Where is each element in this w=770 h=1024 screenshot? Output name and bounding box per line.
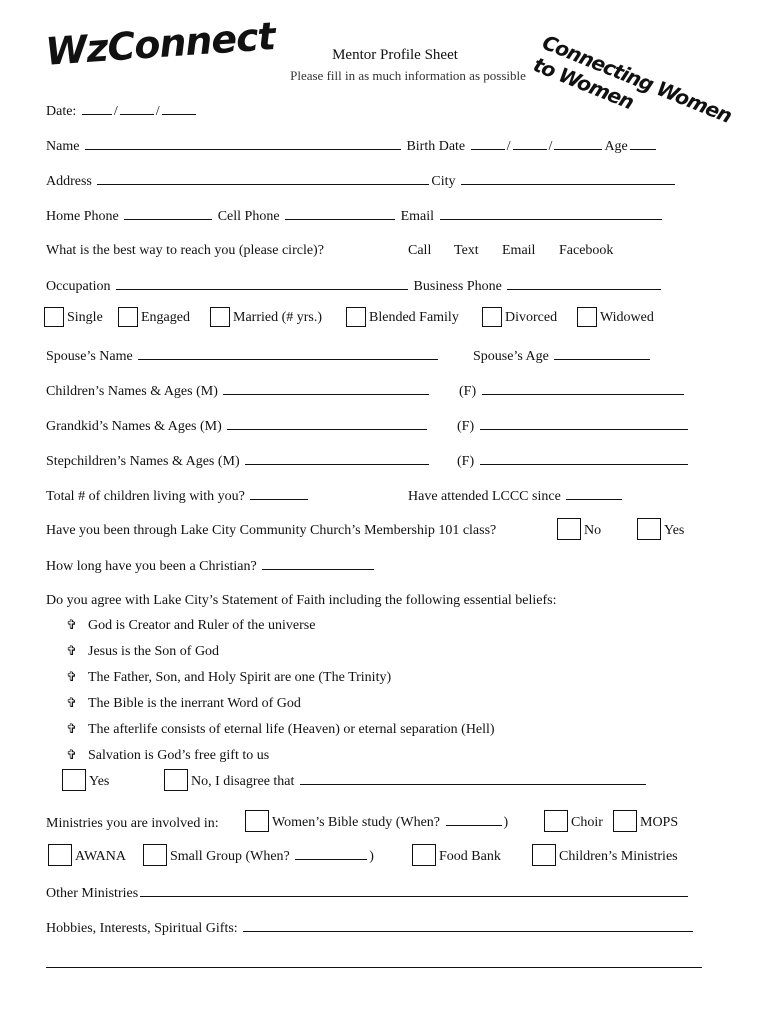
reach-option-facebook[interactable]: Facebook: [559, 243, 614, 258]
belief-item: [66, 669, 391, 687]
date-label: Date:: [46, 104, 77, 119]
address-row: [46, 172, 677, 191]
disagree-field[interactable]: [300, 772, 646, 785]
occupation-label: Occupation: [46, 279, 111, 294]
belief-item: [66, 721, 495, 739]
grandkids-male-field[interactable]: [227, 417, 427, 430]
home-phone-field[interactable]: [124, 207, 212, 220]
email-label: Email: [400, 209, 434, 224]
children-female-field[interactable]: [482, 382, 684, 395]
other-ministries-label: Other Ministries: [46, 886, 139, 901]
womens-bible-when-field[interactable]: [446, 813, 502, 826]
ministries-label: Ministries you are involved in:: [46, 816, 219, 831]
disagree-label: No, I disagree that: [191, 774, 295, 789]
marital-engaged[interactable]: [118, 307, 190, 327]
page-title: Mentor Profile Sheet: [332, 47, 458, 63]
birth-day-field[interactable]: [513, 137, 547, 150]
attended-label: Have attended LCCC since: [408, 489, 561, 504]
spouse-age-group: [473, 347, 652, 366]
mops-label: MOPS: [640, 815, 679, 830]
small-group-checkbox[interactable]: [143, 844, 167, 866]
agree-yes[interactable]: [62, 769, 109, 791]
ministry-food-bank[interactable]: [412, 844, 501, 866]
single-checkbox[interactable]: [44, 307, 64, 327]
birth-year-field[interactable]: [554, 137, 602, 150]
hobbies-label: Hobbies, Interests, Spiritual Gifts:: [46, 921, 238, 936]
cell-phone-label: Cell Phone: [217, 209, 280, 224]
wzconnect-logo: WzConnect: [44, 13, 277, 74]
womens-bible-label: Women’s Bible study (When?: [272, 815, 441, 830]
occupation-row: [46, 277, 663, 296]
children-female-label: (F): [459, 384, 477, 399]
disagree-group: [164, 769, 648, 791]
choir-label: Choir: [571, 815, 603, 830]
married-label: Married (# yrs.): [233, 310, 323, 325]
address-label: Address: [46, 174, 92, 189]
womens-bible-checkbox[interactable]: [245, 810, 269, 832]
reach-option-call[interactable]: Call: [408, 243, 432, 258]
choir-checkbox[interactable]: [544, 810, 568, 832]
divorced-label: Divorced: [505, 310, 558, 325]
hobbies-row: [46, 919, 695, 938]
food-bank-label: Food Bank: [439, 849, 501, 864]
statement-question: Do you agree with Lake City’s Statement of Faith including the following essential beliefs:: [46, 593, 557, 608]
belief-text: Salvation is God’s free gift to us: [88, 748, 270, 763]
agree-yes-label: Yes: [89, 774, 110, 789]
belief-text: Jesus is the Son of God: [88, 644, 220, 659]
membership-yes-label: Yes: [664, 523, 685, 538]
stepchildren-label: Stepchildren’s Names & Ages (M): [46, 454, 240, 469]
reach-question: What is the best way to reach you (please circle)?: [46, 243, 324, 258]
christian-field[interactable]: [262, 557, 374, 570]
total-children-field[interactable]: [250, 487, 308, 500]
attended-field[interactable]: [566, 487, 622, 500]
disagree-checkbox[interactable]: [164, 769, 188, 791]
date-year-field[interactable]: [162, 102, 196, 115]
belief-item: [66, 695, 301, 713]
membership-yes-checkbox[interactable]: [637, 518, 661, 540]
agree-yes-checkbox[interactable]: [62, 769, 86, 791]
age-label: Age: [604, 139, 628, 154]
email-field[interactable]: [440, 207, 662, 220]
name-field[interactable]: [85, 137, 401, 150]
cross-outline-icon: ✞: [66, 618, 77, 633]
widowed-checkbox[interactable]: [577, 307, 597, 327]
children-male-field[interactable]: [223, 382, 429, 395]
home-phone-label: Home Phone: [46, 209, 119, 224]
belief-text: The afterlife consists of eternal life (Heaven) or eternal separation (Hell): [88, 722, 495, 737]
business-phone-field[interactable]: [507, 277, 661, 290]
reach-option-text[interactable]: Text: [454, 243, 479, 258]
childrens-ministries-checkbox[interactable]: [532, 844, 556, 866]
small-group-when-field[interactable]: [295, 847, 367, 860]
spouse-age-label: Spouse’s Age: [473, 349, 549, 364]
grandkids-female-field[interactable]: [480, 417, 688, 430]
marital-blended[interactable]: [346, 307, 459, 327]
occupation-field[interactable]: [116, 277, 408, 290]
awana-label: AWANA: [75, 849, 126, 864]
membership-no-checkbox[interactable]: [557, 518, 581, 540]
spouse-name-label: Spouse’s Name: [46, 349, 133, 364]
grandkids-label: Grandkid’s Names & Ages (M): [46, 419, 222, 434]
ministry-mops[interactable]: [613, 810, 678, 832]
close-paren: ): [369, 849, 374, 864]
name-row: Name Birth Date / / Age: [46, 137, 658, 156]
cross-outline-icon: ✞: [66, 644, 77, 659]
children-row: [46, 382, 431, 401]
membership-no[interactable]: [557, 518, 601, 540]
belief-item: [66, 643, 219, 661]
tagline-logo: Connecting Women to Women: [530, 30, 735, 128]
spouse-age-field[interactable]: [554, 347, 650, 360]
children-label: Children’s Names & Ages (M): [46, 384, 218, 399]
blended-family-label: Blended Family: [369, 310, 459, 325]
other-ministries-row: [46, 884, 690, 903]
cross-outline-icon: ✞: [66, 670, 77, 685]
food-bank-checkbox[interactable]: [412, 844, 436, 866]
blended-family-checkbox[interactable]: [346, 307, 366, 327]
business-phone-label: Business Phone: [413, 279, 502, 294]
mops-checkbox[interactable]: [613, 810, 637, 832]
name-label: Name: [46, 139, 80, 154]
close-paren: ): [503, 815, 509, 830]
belief-item: [66, 617, 315, 635]
belief-text: God is Creator and Ruler of the universe: [88, 618, 316, 633]
belief-text: The Bible is the inerrant Word of God: [88, 696, 301, 711]
date-row: Date: / /: [46, 102, 198, 121]
birth-date-label: Birth Date: [406, 139, 466, 154]
stepchildren-male-field[interactable]: [245, 452, 429, 465]
hobbies-field[interactable]: [243, 919, 693, 932]
date-day-field[interactable]: [120, 102, 154, 115]
cross-outline-icon: ✞: [66, 722, 77, 737]
divorced-checkbox[interactable]: [482, 307, 502, 327]
address-field[interactable]: [97, 172, 429, 185]
page-subtitle: Please fill in as much information as possible: [290, 68, 526, 83]
extra-line-field[interactable]: [46, 967, 702, 968]
total-children-row: [46, 487, 310, 506]
city-field[interactable]: [461, 172, 675, 185]
birth-month-field[interactable]: [471, 137, 505, 150]
stepchildren-row: [46, 452, 431, 471]
attended-group: [408, 487, 624, 506]
total-children-label: Total # of children living with you?: [46, 489, 245, 504]
marital-widowed[interactable]: [577, 307, 654, 327]
spouse-name-field[interactable]: [138, 347, 438, 360]
age-field[interactable]: [630, 137, 656, 150]
single-label: Single: [67, 310, 103, 325]
city-label: City: [431, 174, 456, 189]
ministry-small-group: [143, 844, 374, 866]
ministry-choir[interactable]: [544, 810, 603, 832]
reach-option-email[interactable]: Email: [502, 243, 536, 258]
stepchildren-female-field[interactable]: [480, 452, 688, 465]
engaged-label: Engaged: [141, 310, 190, 325]
grandkids-row: [46, 417, 429, 436]
membership-question: Have you been through Lake City Community Church’s Membership 101 class?: [46, 523, 497, 538]
grandkids-female-group: [457, 417, 690, 436]
ministry-childrens[interactable]: [532, 844, 678, 866]
stepchildren-female-label: (F): [457, 454, 475, 469]
cell-phone-field[interactable]: [285, 207, 395, 220]
christian-label: How long have you been a Christian?: [46, 559, 257, 574]
stepchildren-female-group: [457, 452, 690, 471]
marital-married[interactable]: [210, 307, 322, 327]
small-group-label: Small Group (When?: [170, 849, 290, 864]
childrens-ministries-label: Children’s Ministries: [559, 849, 678, 864]
married-checkbox[interactable]: [210, 307, 230, 327]
cross-outline-icon: ✞: [66, 696, 77, 711]
ministry-womens-bible: [245, 810, 508, 832]
children-female-group: [459, 382, 686, 401]
widowed-label: Widowed: [600, 310, 654, 325]
belief-text: The Father, Son, and Holy Spirit are one (The Trinity): [88, 670, 392, 685]
membership-no-label: No: [584, 523, 602, 538]
date-month-field[interactable]: [82, 102, 112, 115]
cross-outline-icon: ✞: [66, 748, 77, 763]
grandkids-female-label: (F): [457, 419, 475, 434]
marital-single[interactable]: [44, 307, 103, 327]
marital-divorced[interactable]: [482, 307, 557, 327]
engaged-checkbox[interactable]: [118, 307, 138, 327]
belief-item: [66, 747, 269, 765]
ministry-awana[interactable]: [48, 844, 126, 866]
spouse-row: [46, 347, 440, 366]
other-ministries-field[interactable]: [140, 884, 688, 897]
awana-checkbox[interactable]: [48, 844, 72, 866]
membership-yes[interactable]: [637, 518, 684, 540]
phone-row: [46, 207, 664, 226]
christian-row: [46, 557, 376, 576]
